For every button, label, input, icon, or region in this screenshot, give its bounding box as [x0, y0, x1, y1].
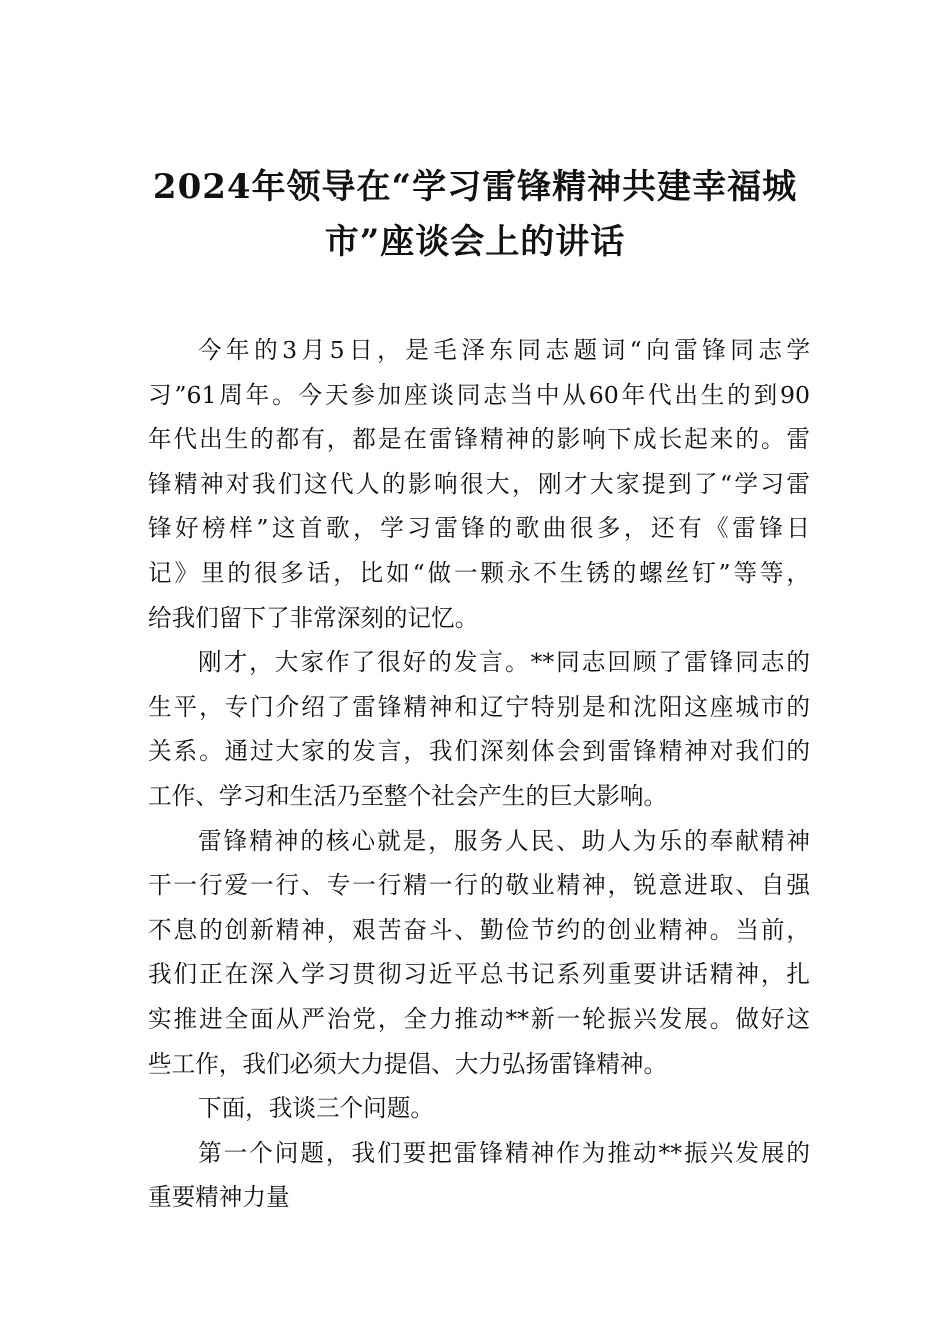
paragraph	[148, 328, 810, 640]
paragraph	[148, 640, 810, 818]
paragraph	[148, 1086, 810, 1131]
paragraph-line: 刚才，大家作了很好的发言。**同志回顾了雷锋同志的	[198, 648, 810, 677]
paragraph	[148, 819, 810, 1087]
paragraph-line: 雷锋精神的核心就是，服务人民、助人为乐的奉献精神	[198, 826, 810, 855]
paragraph-line: 干一行爱一行、专一行精一行的敬业精神，锐意进取、自强	[148, 871, 810, 900]
paragraph-line: 锋好榜样”这首歌，学习雷锋的歌曲很多，还有《雷锋日	[148, 514, 810, 543]
paragraph-line: 下面，我谈三个问题。	[198, 1094, 434, 1123]
paragraph-line: 锋精神对我们这代人的影响很大，刚才大家提到了“学习雷	[148, 469, 810, 498]
paragraph-line: 记》里的很多话，比如“做一颗永不生锈的螺丝钉”等等，	[148, 558, 810, 587]
document-body	[148, 328, 810, 1220]
paragraph-line: 今年的3月5日，是毛泽东同志题词“向雷锋同志学	[198, 336, 810, 364]
paragraph-line: 习”61周年。今天参加座谈同志当中从60年代出生的到90	[148, 380, 810, 409]
title-line: 2024年领导在“学习雷锋精神共建幸福城	[152, 167, 798, 207]
paragraph-line: 关系。通过大家的发言，我们深刻体会到雷锋精神对我们的	[148, 737, 810, 766]
paragraph-line: 些工作，我们必须大力提倡、大力弘扬雷锋精神。	[148, 1049, 668, 1078]
paragraph-line: 生平，专门介绍了雷锋精神和辽宁特别是和沈阳这座城市的	[148, 692, 810, 721]
title-line: 市”座谈会上的讲话	[324, 222, 626, 262]
paragraph-line: 我们正在深入学习贯彻习近平总书记系列重要讲话精神，扎	[148, 960, 810, 989]
paragraph-line: 给我们留下了非常深刻的记忆。	[148, 603, 479, 632]
paragraph-line: 重要精神力量	[148, 1183, 290, 1212]
paragraph-line: 实推进全面从严治党，全力推动**新一轮振兴发展。做好这	[148, 1004, 810, 1033]
paragraph	[148, 1131, 810, 1220]
paragraph-line: 第一个问题，我们要把雷锋精神作为推动**振兴发展的	[198, 1138, 810, 1167]
document-title	[140, 160, 810, 270]
paragraph-line: 不息的创新精神，艰苦奋斗、勤俭节约的创业精神。当前，	[148, 915, 810, 944]
paragraph-line: 年代出生的都有，都是在雷锋精神的影响下成长起来的。雷	[148, 425, 810, 454]
paragraph-line: 工作、学习和生活乃至整个社会产生的巨大影响。	[148, 781, 668, 810]
